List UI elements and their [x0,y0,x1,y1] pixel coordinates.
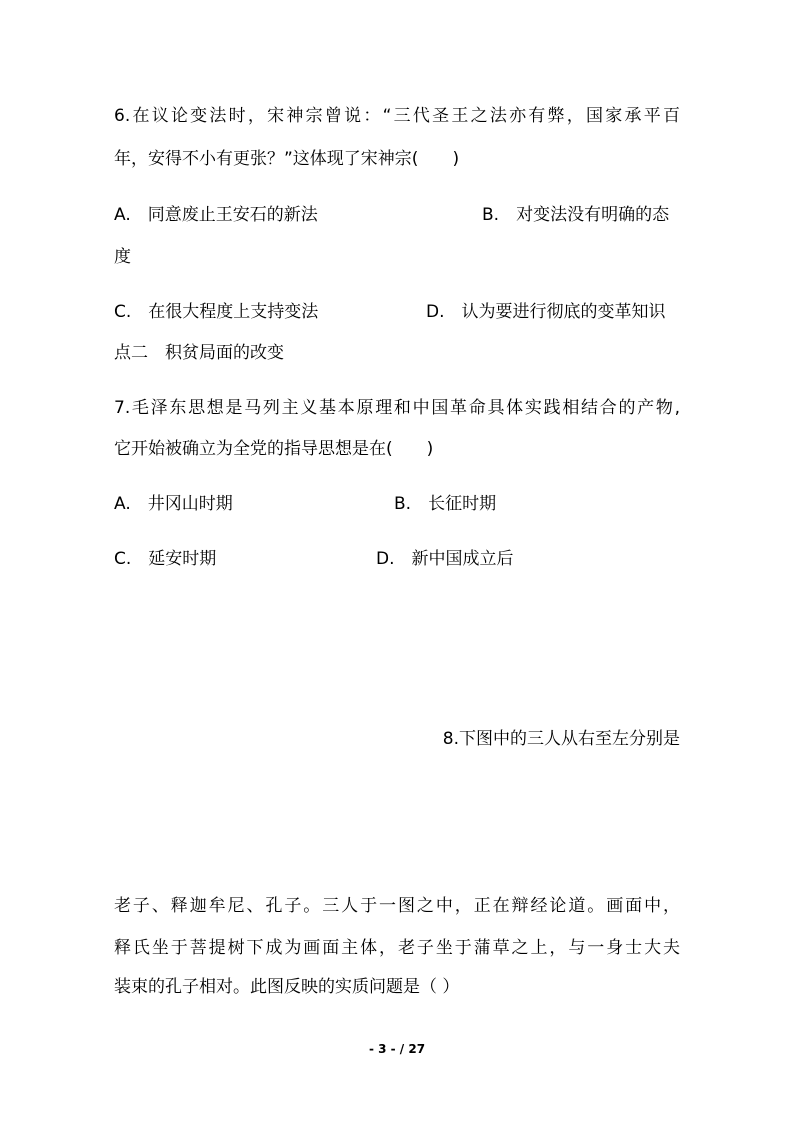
q6-option-a: A. 同意废止王安石的新法 [114,205,318,225]
q6-option-b: B. 对变法没有明确的态 [482,205,670,225]
q6-option-d: D. 认为要进行彻底的变革知识 [426,302,666,322]
q6-option-b-continued: 度 [114,247,131,267]
q7-option-b: B. 长征时期 [394,494,497,514]
q7-option-d: D. 新中国成立后 [376,549,514,569]
q8-text-line1: 老子、释迦牟尼、孔子。三人于一图之中，正在辩经论道。画面中， [114,896,680,916]
q7-stem-line1: 7.毛泽东思想是马列主义基本原理和中国革命具体实践相结合的产物, [114,398,680,418]
page-number: - 3 - / 27 [368,1042,426,1056]
q8-intro: 8.下图中的三人从右至左分别是 [442,729,680,749]
q6-stem-line2: 年，安得不小有更张？”这体现了宋神宗( ) [114,149,460,169]
q8-text-line2: 释氏坐于菩提树下成为画面主体，老子坐于蒲草之上，与一身士大夫 [114,938,680,958]
q7-option-c: C. 延安时期 [114,549,217,569]
q7-option-a: A. 井冈山时期 [114,494,233,514]
q6-option-c: C. 在很大程度上支持变法 [114,302,319,322]
q8-text-line3: 装束的孔子相对。此图反映的实质问题是（ ） [114,977,460,997]
q6-stem-line1: 6.在议论变法时，宋神宗曾说：“三代圣王之法亦有弊，国家承平百 [114,106,680,126]
q7-stem-line2: 它开始被确立为全党的指导思想是在( ) [114,439,434,459]
section-heading: 点二 积贫局面的改变 [114,343,284,363]
